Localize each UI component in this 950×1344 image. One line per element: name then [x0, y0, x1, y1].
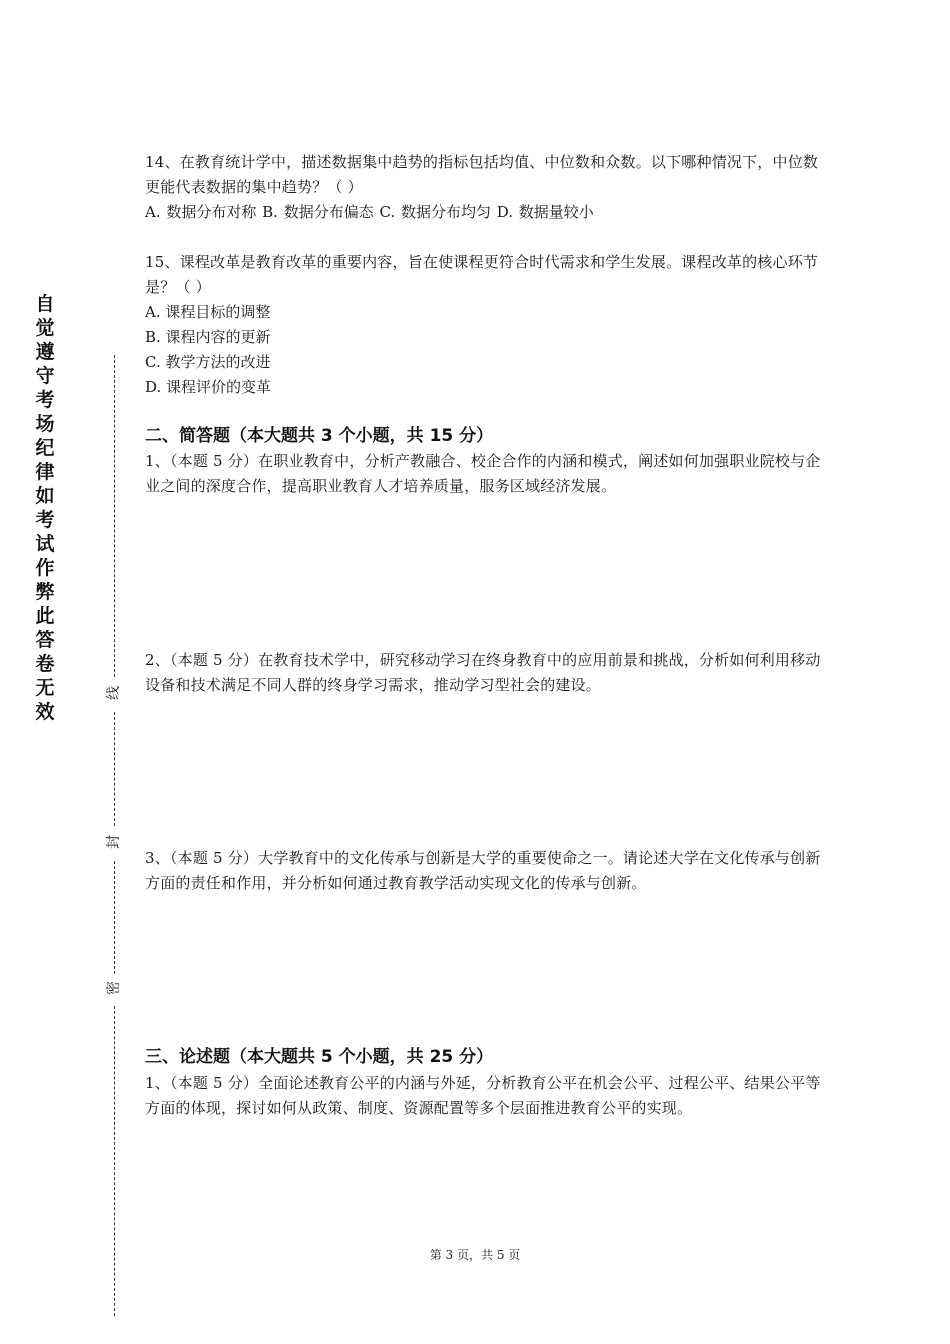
question-stem: 1、（本题 5 分）全面论述教育公平的内涵与外延，分析教育公平在机会公平、过程公平、结果公平等方面的体现，探讨如何从政策、制度、资源配置等多个层面推进教育公平的实现。 — [145, 1074, 821, 1117]
option-c: C. 教学方法的改进 — [145, 353, 271, 371]
page-number: 第 3 页，共 5 页 — [429, 1248, 521, 1262]
essay-question-1 — [145, 1071, 825, 1121]
short-answer-question-2 — [145, 648, 825, 698]
section-title-short-answer: 二、简答题（本大题共 3 个小题，共 15 分） — [145, 426, 494, 446]
binding-dashed-line — [114, 712, 115, 826]
binding-label-secret: 密 — [106, 981, 122, 995]
binding-label-seal: 封 — [106, 835, 122, 849]
option-b: B. 课程内容的更新 — [145, 328, 271, 346]
section-title-essay: 三、论述题（本大题共 5 个小题，共 25 分） — [145, 1047, 494, 1067]
option-a: A. 课程目标的调整 — [145, 303, 271, 321]
question-stem: 15、课程改革是教育改革的重要内容，旨在使课程更符合时代需求和学生发展。课程改革的核心环节是？（ ） — [145, 253, 819, 296]
question-stem: 3、（本题 5 分）大学教育中的文化传承与创新是大学的重要使命之一。请论述大学在文化传承与创新方面的责任和作用，并分析如何通过教育教学活动实现文化的传承与创新。 — [145, 849, 821, 892]
question-stem: 2、（本题 5 分）在教育技术学中，研究移动学习在终身教育中的应用前景和挑战，分析如何利用移动设备和技术满足不同人群的终身学习需求，推动学习型社会的建设。 — [145, 651, 821, 694]
binding-dashed-line — [114, 1006, 115, 1316]
question-14 — [145, 150, 825, 225]
binding-dashed-line — [114, 355, 115, 677]
question-15 — [145, 250, 825, 400]
question-stem: 14、在教育统计学中，描述数据集中趋势的指标包括均值、中位数和众数。以下哪种情况下，中位数更能代表数据的集中趋势？（ ） — [145, 153, 819, 196]
question-options: A. 数据分布对称 B. 数据分布偏态 C. 数据分布均匀 D. 数据量较小 — [145, 203, 594, 221]
binding-dashed-line — [114, 861, 115, 974]
option-d: D. 课程评价的变革 — [145, 378, 272, 396]
exam-discipline-notice: 自觉遵守考场纪律如考试作弊此答卷无效 — [35, 293, 55, 723]
short-answer-question-1 — [145, 449, 825, 499]
question-stem: 1、（本题 5 分）在职业教育中，分析产教融合、校企合作的内涵和模式，阐述如何加强职业院校与企业之间的深度合作，提高职业教育人才培养质量，服务区域经济发展。 — [145, 452, 821, 495]
binding-label-line: 线 — [106, 686, 122, 700]
short-answer-question-3 — [145, 846, 825, 896]
